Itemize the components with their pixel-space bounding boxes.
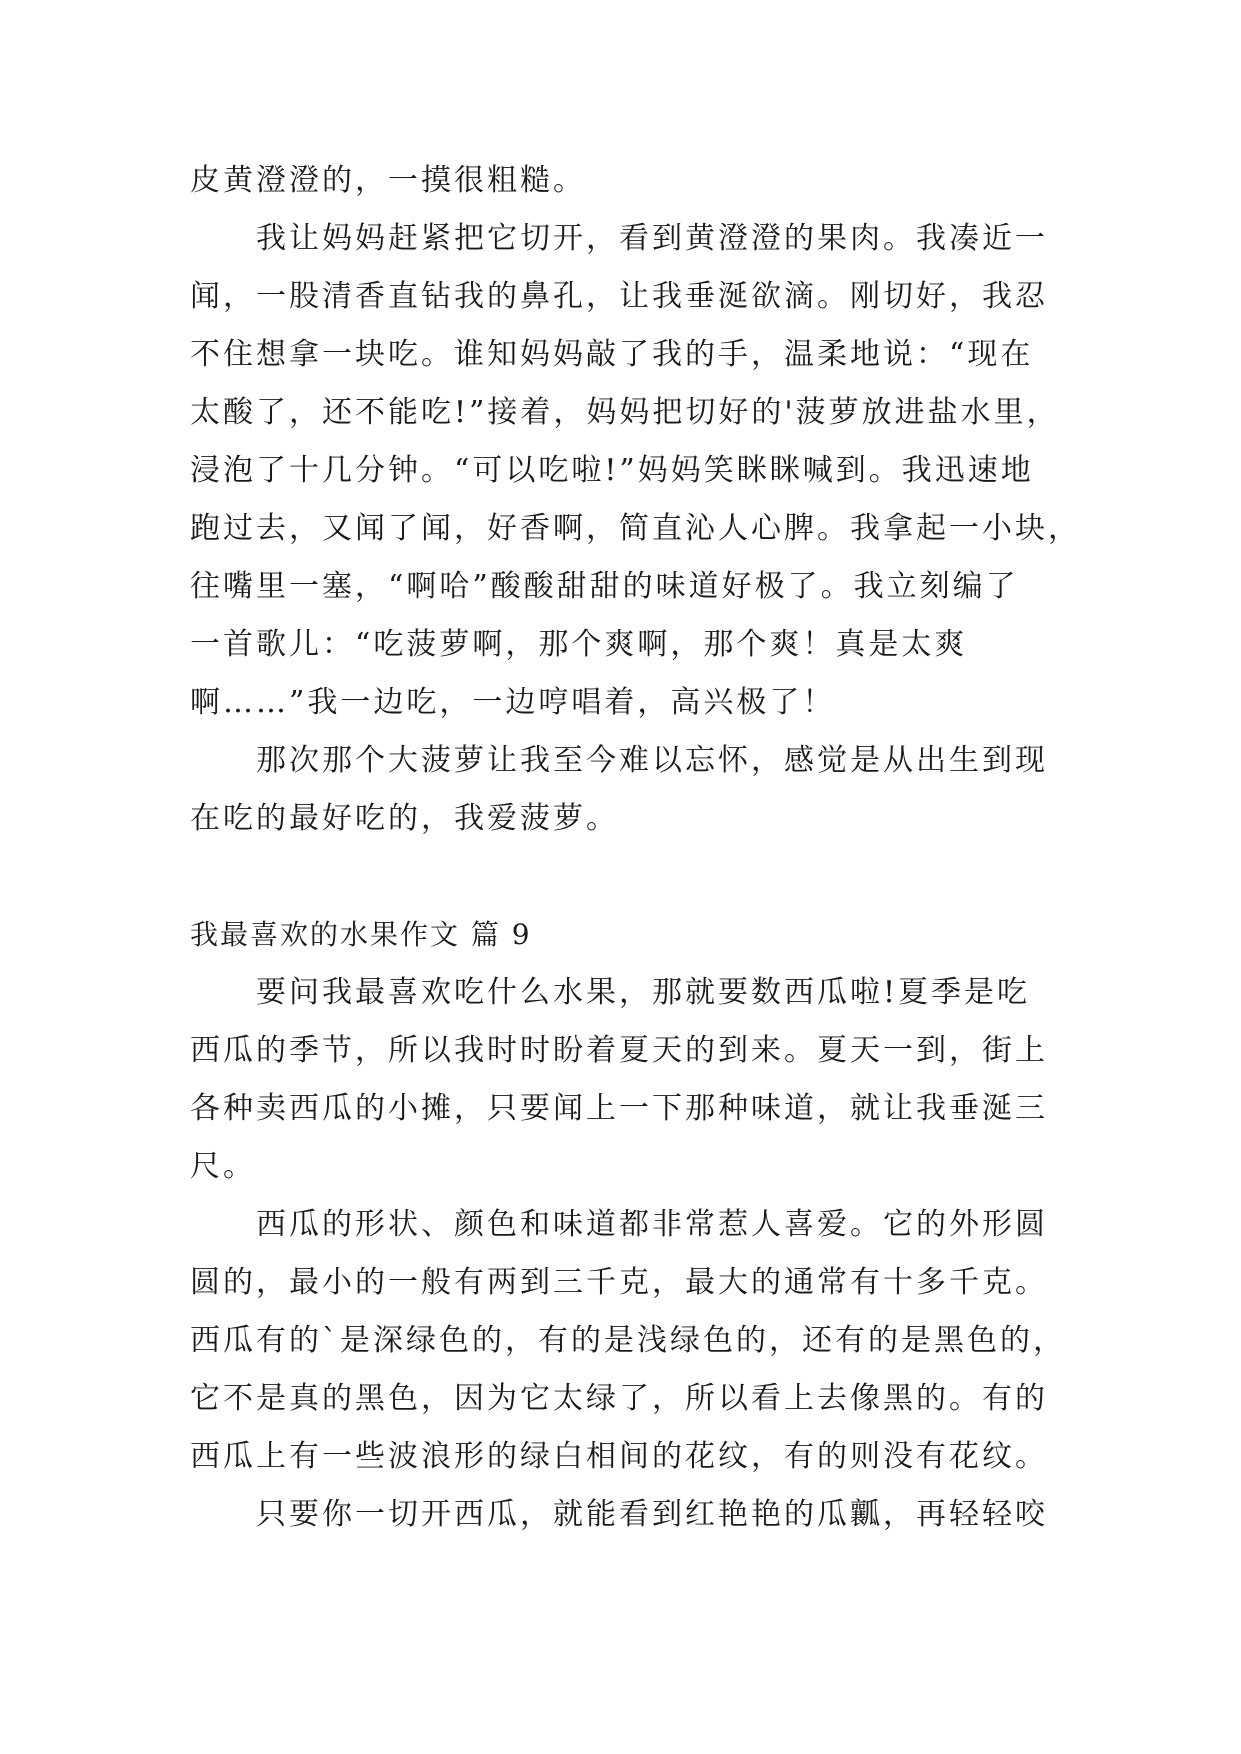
essay-section-watermelon [190, 906, 1066, 1544]
text-line: 西瓜上有一些波浪形的绿白相间的花纹，有的则没有花纹。 [190, 1439, 1048, 1474]
section-spacer [190, 848, 1052, 906]
paragraph-start-line: 西瓜的形状、颜色和味道都非常惹人喜爱。它的外形圆 [256, 1207, 1048, 1242]
paragraph-start-line: 我让妈妈赶紧把它切开，看到黄澄澄的果肉。我凑近一 [256, 221, 1048, 256]
text-line: 往嘴里一塞，“啊哈”酸酸甜甜的味道好极了。我立刻编了 [190, 569, 1019, 604]
paragraph-start-line: 那次那个大菠萝让我至今难以忘怀，感觉是从出生到现 [256, 743, 1048, 778]
text-line: 各种卖西瓜的小摊，只要闻上一下那种味道，就让我垂涎三 [190, 1091, 1048, 1126]
text-line: 太酸了，还不能吃!”接着，妈妈把切好的'菠萝放进盐水里， [190, 395, 1060, 430]
text-line: 跑过去，又闻了闻，好香啊，简直沁人心脾。我拿起一小块， [190, 511, 1081, 546]
text-line: 西瓜的季节，所以我时时盼着夏天的到来。夏天一到，街上 [190, 1033, 1048, 1068]
text-line: 浸泡了十几分钟。“可以吃啦!”妈妈笑眯眯喊到。我迅速地 [190, 453, 1034, 488]
text-line: 不住想拿一块吃。谁知妈妈敲了我的手，温柔地说：“现在 [190, 337, 1034, 372]
text-line: 一首歌儿：“吃菠萝啊，那个爽啊，那个爽！真是太爽 [190, 627, 968, 662]
text-line: 圆的，最小的一般有两到三千克，最大的通常有十多千克。 [190, 1265, 1048, 1300]
section-heading: 我最喜欢的水果作文 篇 9 [190, 918, 532, 951]
document-page [190, 152, 1081, 1544]
paragraph-start-line: 只要你一切开西瓜，就能看到红艳艳的瓜瓤，再轻轻咬 [256, 1497, 1048, 1532]
text-line: 尺。 [190, 1149, 256, 1184]
text-line: 在吃的最好吃的，我爱菠萝。 [190, 801, 619, 836]
text-line: 皮黄澄澄的，一摸很粗糙。 [190, 163, 586, 198]
essay-section-pineapple [190, 152, 1081, 848]
paragraph-start-line: 要问我最喜欢吃什么水果，那就要数西瓜啦!夏季是吃 [256, 975, 1031, 1010]
text-line: 啊……”我一边吃，一边哼唱着，高兴极了！ [190, 685, 836, 720]
text-line: 西瓜有的`是深绿色的，有的是浅绿色的，还有的是黑色的， [190, 1323, 1066, 1358]
text-line: 它不是真的黑色，因为它太绿了，所以看上去像黑的。有的 [190, 1381, 1048, 1416]
text-line: 闻，一股清香直钻我的鼻孔，让我垂涎欲滴。刚切好，我忍 [190, 279, 1048, 314]
